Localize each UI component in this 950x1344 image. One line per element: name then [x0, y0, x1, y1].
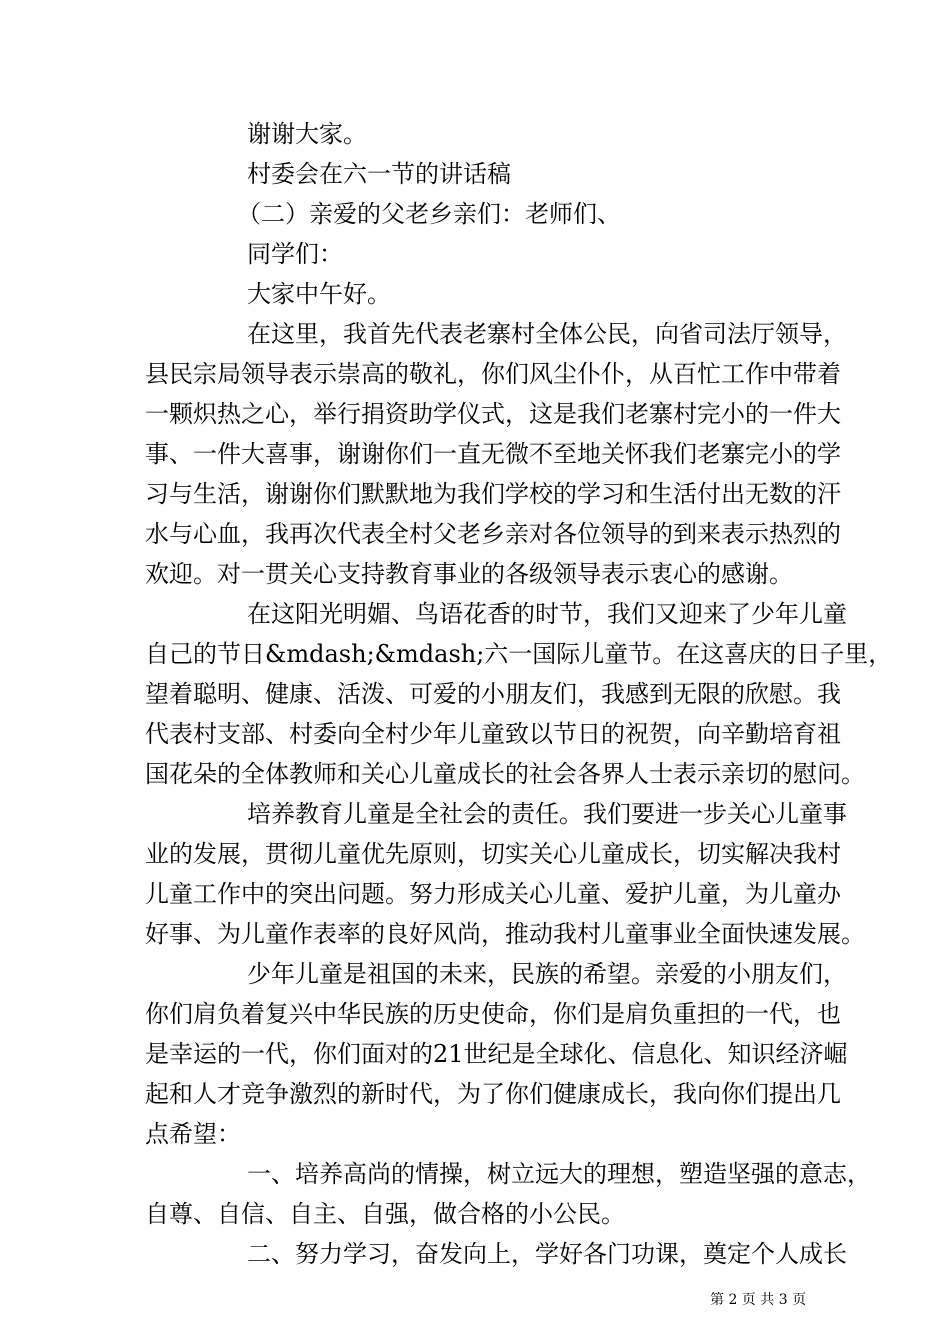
paragraph-line: 在这里，我首先代表老寨村全体公民，向省司法厅领导， — [247, 320, 847, 348]
paragraph-line: 你们肩负着复兴中华民族的历史使命，你们是肩负重担的一代，也 — [145, 1000, 841, 1028]
paragraph-line: 县民宗局领导表示崇高的敬礼，你们风尘仆仆，从百忙工作中带着 — [145, 360, 841, 388]
salutation-line: （二）亲爱的父老乡亲们：老师们、 — [237, 200, 621, 228]
paragraph-line: 二、努力学习，奋发向上，学好各门功课，奠定个人成长 — [247, 1240, 847, 1268]
salutation-line: 同学们： — [247, 240, 343, 268]
paragraph-line: 一、培养高尚的情操，树立远大的理想，塑造坚强的意志， — [247, 1160, 871, 1188]
paragraph-line: 自尊、自信、自主、自强，做合格的小公民。 — [145, 1200, 625, 1228]
page-number-footer: 第 2 页 共 3 页 — [710, 1292, 807, 1308]
paragraph-line: 在这阳光明媚、鸟语花香的时节，我们又迎来了少年儿童 — [247, 600, 847, 628]
paragraph-line: 业的发展，贯彻儿童优先原则，切实关心儿童成长，切实解决我村 — [145, 840, 841, 868]
paragraph-line: 自己的节日&mdash;&mdash;六一国际儿童节。在这喜庆的日子里， — [145, 640, 893, 668]
closing-line: 谢谢大家。 — [247, 120, 367, 148]
paragraph-line: 代表村支部、村委向全村少年儿童致以节日的祝贺，向辛勤培育祖 — [145, 720, 841, 748]
paragraph-line: 一颗炽热之心，举行捐资助学仪式，这是我们老寨村完小的一件大 — [145, 400, 841, 428]
paragraph-line: 起和人才竞争激烈的新时代，为了你们健康成长，我向你们提出几 — [145, 1080, 841, 1108]
paragraph-line: 习与生活，谢谢你们默默地为我们学校的学习和生活付出无数的汗 — [145, 480, 841, 508]
paragraph-line: 儿童工作中的突出问题。努力形成关心儿童、爱护儿童，为儿童办 — [145, 880, 841, 908]
paragraph-line: 事、一件大喜事，谢谢你们一直无微不至地关怀我们老寨完小的学 — [145, 440, 841, 468]
paragraph-line: 水与心血，我再次代表全村父老乡亲对各位领导的到来表示热烈的 — [145, 520, 841, 548]
greeting-line: 大家中午好。 — [247, 280, 391, 308]
paragraph-line: 少年儿童是祖国的未来，民族的希望。亲爱的小朋友们， — [247, 960, 847, 988]
paragraph-line: 培养教育儿童是全社会的责任。我们要进一步关心儿童事 — [247, 800, 847, 828]
paragraph-line: 是幸运的一代，你们面对的21世纪是全球化、信息化、知识经济崛 — [145, 1040, 848, 1068]
paragraph-line: 好事、为儿童作表率的良好风尚，推动我村儿童事业全面快速发展。 — [145, 920, 865, 948]
paragraph-line: 望着聪明、健康、活泼、可爱的小朋友们，我感到无限的欣慰。我 — [145, 680, 841, 708]
paragraph-line: 国花朵的全体教师和关心儿童成长的社会各界人士表示亲切的慰问。 — [145, 760, 865, 788]
paragraph-line: 点希望： — [145, 1120, 241, 1148]
paragraph-line: 欢迎。对一贯关心支持教育事业的各级领导表示衷心的感谢。 — [145, 560, 793, 588]
speech-title: 村委会在六一节的讲话稿 — [247, 160, 511, 188]
